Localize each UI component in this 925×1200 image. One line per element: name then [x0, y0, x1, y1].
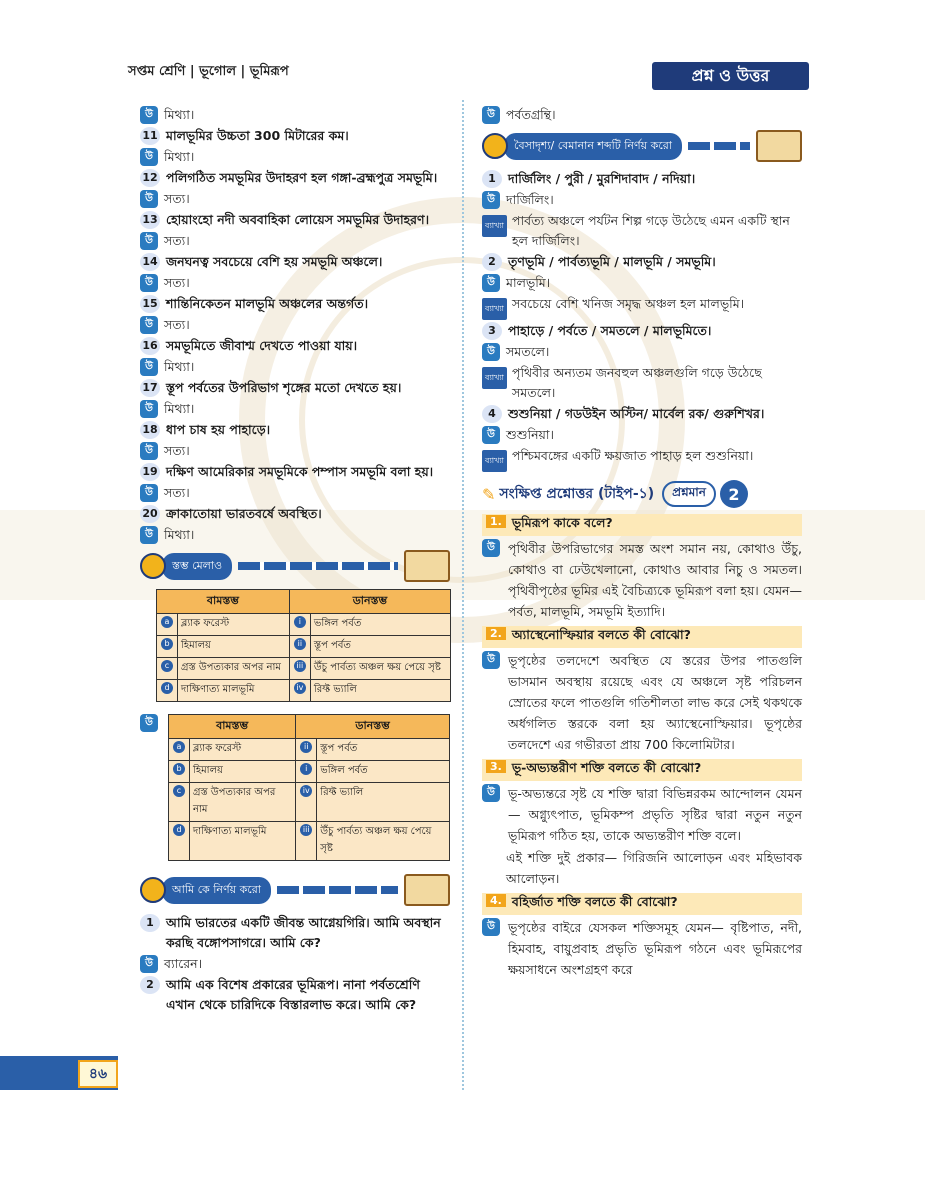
- question-item: [482, 252, 802, 272]
- question-number: 15: [140, 295, 160, 313]
- answer-text: ভূপৃষ্ঠের বাইরে যেসকল শক্তিসমূহ যেমন— বৃষ্টিপাত, নদী, হিমবাহ, বায়ুপ্রবাহ প্রভৃতি ভূমিরূপ গঠনে এবং ভূমিরূপের ক্ষয়সাধনে অংশগ্রহণ করে: [508, 920, 802, 977]
- answer-text: পৃথিবীর উপরিভাগের সমস্ত অংশ সমান নয়, কোথাও উঁচু, কোথাও বা ঢেউখেলানো, কোথাও আবার নিচু ও সমতল। পৃথিবীপৃষ্ঠের ভূমির এই বৈচিত্র্যকে ভূমিরূপ বলা হয়। যেমন— পর্বত, মালভূমি, সমভূমি ইত্যাদি।: [508, 541, 802, 619]
- explanation-item: [482, 211, 802, 251]
- answer-text: ব্যারেন।: [164, 956, 203, 971]
- table-row: [169, 822, 450, 861]
- answer-icon: উ: [482, 651, 500, 669]
- answer-text: সত্য।: [164, 233, 190, 248]
- bulb-icon: [482, 133, 508, 159]
- answer-item: [140, 525, 450, 545]
- marks-value: 2: [720, 480, 748, 508]
- short-qa-heading: [482, 480, 802, 508]
- row-key-cell: [169, 822, 190, 861]
- row-key: b: [173, 763, 185, 775]
- row-key-cell: [289, 614, 310, 636]
- answer-icon: উ: [140, 526, 158, 544]
- question-number: 19: [140, 463, 160, 481]
- question-number: 2: [482, 253, 502, 271]
- question-text: সমভূমিতে জীবাশ্ম দেখতে পাওয়া যায়।: [166, 338, 358, 353]
- answer-item: [140, 315, 450, 335]
- answer-item: [482, 342, 802, 362]
- row-key: c: [173, 785, 185, 797]
- true-false-list: [140, 105, 450, 545]
- answer-icon: উ: [482, 426, 500, 444]
- explanation-text: পার্বত্য অঞ্চলে পর্যটন শিল্প গড়ে উঠেছে এমন একটি স্থান হল দার্জিলিং।: [512, 213, 790, 248]
- breadcrumb: সপ্তম শ্রেণি | ভূগোল | ভূমিরূপ: [128, 64, 289, 79]
- question-number: 1.: [486, 515, 506, 528]
- table-row: [169, 783, 450, 822]
- question-item: [140, 210, 450, 230]
- table-row: [157, 614, 451, 636]
- answer-text: ভূ-অভ্যন্তরে সৃষ্ট যে শক্তি দ্বারা বিভিন্নরকম আন্দোলন যেমন— অগ্ন্যুৎপাত, ভূমিকম্প প্রভৃতি সৃষ্টির দ্বারা নতুন নতুন ভূমিরূপ গঠিত হয়, তাকে অভ্যন্তরীণ শক্তি বলে।: [508, 786, 802, 843]
- row-key: d: [173, 824, 185, 836]
- row-key: a: [173, 741, 185, 753]
- row-key: iv: [294, 682, 306, 694]
- answer-item: [482, 783, 802, 846]
- left-column: [140, 104, 450, 1016]
- question-number: 3: [482, 322, 502, 340]
- answer-icon: উ: [140, 148, 158, 166]
- who-am-i-list: [140, 913, 450, 1015]
- question-text: অ্যাস্থেনোস্ফিয়ার বলতে কী বোঝো?: [511, 627, 691, 642]
- list-item: [482, 105, 802, 125]
- left-cell: ব্ল্যাক ফরেস্ট: [178, 614, 290, 636]
- answer-text: মিথ্যা।: [164, 527, 195, 542]
- banner-bar: [688, 142, 750, 150]
- short-qa-list: [482, 514, 802, 980]
- answer-icon: উ: [140, 442, 158, 460]
- left-column-header: বামস্তম্ভ: [169, 715, 296, 739]
- row-key-cell: [157, 658, 178, 680]
- answer-text: মালভূমি।: [506, 275, 551, 290]
- row-key-cell: [157, 614, 178, 636]
- left-cell: দাক্ষিণাত্য মালভূমি: [178, 680, 290, 702]
- row-key: i: [300, 763, 312, 775]
- explanation-tag: ব্যাখ্যা: [482, 450, 507, 472]
- answer-icon: উ: [140, 106, 158, 124]
- section-badge: প্রশ্ন ও উত্তর: [652, 62, 809, 90]
- question-number: 3.: [486, 760, 506, 773]
- question-item: [482, 169, 802, 189]
- question-number: 18: [140, 421, 160, 439]
- row-key: a: [161, 616, 173, 628]
- question-text: মালভূমির উচ্চতা 300 মিটারের কম।: [166, 128, 349, 143]
- explanation-item: [482, 446, 802, 472]
- answer-item: [140, 441, 450, 461]
- row-key-cell: [296, 822, 317, 861]
- answer-icon: উ: [140, 316, 158, 334]
- odd-banner-label: বৈসাদৃশ্য/ বেমানান শব্দটি নির্ণয় করো: [504, 133, 682, 160]
- answer-item: [482, 650, 802, 755]
- question-text: ক্রাকাতোয়া ভারতবর্ষে অবস্থিত।: [166, 506, 322, 521]
- answer-icon: উ: [140, 400, 158, 418]
- question-text: শুশুনিয়া / গডউইন অস্টিন/ মার্বেল রক/ গুরুশিখর।: [508, 406, 765, 421]
- question-text: শান্তিনিকেতন মালভূমি অঞ্চলের অন্তর্গত।: [166, 296, 369, 311]
- answer-item: [482, 273, 802, 293]
- question-text: দক্ষিণ আমেরিকার সমভূমিকে পম্পাস সমভূমি বলা হয়।: [166, 464, 434, 479]
- answer-icon: উ: [140, 484, 158, 502]
- right-column: [482, 104, 802, 981]
- question-number: 2.: [486, 627, 506, 640]
- left-column-header: বামস্তম্ভ: [157, 590, 290, 614]
- question-text: পাহাড়ে / পর্বতে / সমতলে / মালভূমিতে।: [508, 323, 712, 338]
- left-cell: হিমালয়: [190, 761, 296, 783]
- right-cell: স্তূপ পর্বত: [310, 636, 450, 658]
- book-icon: [404, 550, 450, 582]
- question-item: [140, 126, 450, 146]
- table-row: [169, 761, 450, 783]
- question-item: [140, 975, 450, 1015]
- banner-bar: [238, 562, 398, 570]
- row-key-cell: [289, 680, 310, 702]
- answer-item: [482, 425, 802, 445]
- answer-icon: উ: [482, 784, 500, 802]
- answer-icon: উ: [482, 274, 500, 292]
- answer-text: সত্য।: [164, 317, 190, 332]
- book-icon: [404, 874, 450, 906]
- right-cell: স্তূপ পর্বত: [317, 739, 450, 761]
- row-key-cell: [296, 783, 317, 822]
- row-key: iii: [300, 824, 312, 836]
- table-header-row: [157, 590, 451, 614]
- question-text: আমি ভারতের একটি জীবন্ত আগ্নেয়গিরি। আমি অবস্থান করছি বঙ্গোপসাগরে। আমি কে?: [166, 915, 441, 950]
- question-number: 20: [140, 505, 160, 523]
- table-row: [157, 636, 451, 658]
- answer-text: সমতলে।: [506, 344, 550, 359]
- answer-item: [140, 147, 450, 167]
- answer-icon: উ: [482, 343, 500, 361]
- row-key-cell: [157, 680, 178, 702]
- who-banner: [140, 875, 450, 905]
- answer-item: [482, 917, 802, 980]
- question-item: [140, 336, 450, 356]
- row-key-cell: [169, 761, 190, 783]
- question-item: [482, 514, 802, 536]
- answer-text: সত্য।: [164, 191, 190, 206]
- left-cell: গ্রস্ত উপত্যকার অপর নাম: [178, 658, 290, 680]
- answer-icon: উ: [140, 190, 158, 208]
- marks-label: প্রশ্নমান: [662, 481, 716, 507]
- answer-item: [482, 538, 802, 622]
- answer-text: মিথ্যা।: [164, 107, 195, 122]
- question-number: 4.: [486, 894, 506, 907]
- answer-icon: উ: [140, 274, 158, 292]
- right-cell: রিফ্ট ভ্যালি: [310, 680, 450, 702]
- question-item: [140, 462, 450, 482]
- explanation-item: [482, 363, 802, 403]
- table-row: [157, 680, 451, 702]
- question-number: 16: [140, 337, 160, 355]
- question-text: বহির্জাত শক্তি বলতে কী বোঝো?: [511, 894, 678, 909]
- explanation-text: সবচেয়ে বেশি খনিজ সমৃদ্ধ অঞ্চল হল মালভূমি।: [512, 296, 745, 311]
- odd-one-list: [482, 169, 802, 472]
- right-cell: উঁচু পার্বত্য অঞ্চল ক্ষয় পেয়ে সৃষ্ট: [310, 658, 450, 680]
- question-number: 17: [140, 379, 160, 397]
- question-text: ধাপ চাষ হয় পাহাড়ে।: [166, 422, 271, 437]
- pencil-icon: ✎: [482, 484, 496, 504]
- question-number: 1: [140, 914, 160, 932]
- page-number-tab: [0, 1056, 118, 1090]
- question-text: ভূমিরূপ কাকে বলে?: [511, 515, 613, 530]
- row-key-cell: [289, 658, 310, 680]
- question-item: [140, 168, 450, 188]
- answer-text: শুশুনিয়া।: [506, 427, 555, 442]
- right-cell: ভঙ্গিল পর্বত: [317, 761, 450, 783]
- answer-item: [140, 357, 450, 377]
- question-item: [482, 893, 802, 915]
- column-divider: [462, 100, 464, 1090]
- odd-one-banner: [482, 131, 802, 161]
- answer-item: [140, 189, 450, 209]
- question-number: 14: [140, 253, 160, 271]
- book-icon: [756, 130, 802, 162]
- answer-item: [140, 483, 450, 503]
- answer-icon: উ: [482, 918, 500, 936]
- question-item: [140, 294, 450, 314]
- row-key-cell: [296, 761, 317, 783]
- answer-text: সত্য।: [164, 443, 190, 458]
- question-item: [140, 252, 450, 272]
- answer-text: পর্বতগ্রন্থি।: [506, 107, 556, 122]
- question-text: স্তূপ পর্বতের উপরিভাগ শৃঙ্গের মতো দেখতে হয়।: [166, 380, 402, 395]
- answer-text: মিথ্যা।: [164, 149, 195, 164]
- question-text: আমি এক বিশেষ প্রকারের ভূমিরূপ। নানা পর্বতশ্রেণি এখান থেকে চারিদিকে বিস্তারলাভ করে। আমি কে?: [166, 977, 420, 1012]
- row-key-cell: [296, 739, 317, 761]
- question-item: [482, 404, 802, 424]
- explanation-tag: ব্যাখ্যা: [482, 367, 507, 389]
- row-key: b: [161, 638, 173, 650]
- match-question-table: [156, 589, 451, 702]
- question-text: ভূ-অভ্যন্তরীণ শক্তি বলতে কী বোঝো?: [511, 760, 702, 775]
- explanation-tag: ব্যাখ্যা: [482, 215, 507, 237]
- row-key: iv: [300, 785, 312, 797]
- row-key: d: [161, 682, 173, 694]
- question-item: [140, 420, 450, 440]
- answer-icon: উ: [482, 539, 500, 557]
- left-cell: হিমালয়: [178, 636, 290, 658]
- answer-text-continued: এই শক্তি দুই প্রকার— গিরিজনি আলোড়ন এবং মহিভাবক আলোড়ন।: [506, 850, 802, 886]
- question-text: পলিগঠিত সমভূমির উদাহরণ হল গঙ্গা-ব্রহ্মপুত্র সমভূমি।: [166, 170, 438, 185]
- right-cell: ভঙ্গিল পর্বত: [310, 614, 450, 636]
- explanation-text: পৃথিবীর অন্যতম জনবহুল অঞ্চলগুলি গড়ে উঠেছে সমতলে।: [512, 365, 762, 400]
- match-banner: [140, 551, 450, 581]
- table-row: [157, 658, 451, 680]
- question-number: 12: [140, 169, 160, 187]
- right-column-header: ডানস্তম্ভ: [289, 590, 450, 614]
- right-cell: উঁচু পার্বত্য অঞ্চল ক্ষয় পেয়ে সৃষ্ট: [317, 822, 450, 861]
- banner-bar: [277, 886, 398, 894]
- answer-item: [140, 105, 450, 125]
- row-key: i: [294, 616, 306, 628]
- right-column-header: ডানস্তম্ভ: [296, 715, 450, 739]
- question-text: জনঘনত্ব সবচেয়ে বেশি হয় সমভূমি অঞ্চলে।: [166, 254, 383, 269]
- row-key-cell: [157, 636, 178, 658]
- row-key-cell: [169, 783, 190, 822]
- answer-icon: উ: [482, 191, 500, 209]
- answer-text: মিথ্যা।: [164, 359, 195, 374]
- question-item: [140, 378, 450, 398]
- question-item: [140, 913, 450, 953]
- who-banner-label: আমি কে নির্ণয় করো: [162, 877, 271, 904]
- row-key: c: [161, 660, 173, 672]
- match-answer-table: [168, 714, 450, 861]
- short-qa-title: সংক্ষিপ্ত প্রশ্নোত্তর (টাইপ-১): [499, 486, 655, 502]
- answer-icon: উ: [140, 232, 158, 250]
- left-cell: গ্রস্ত উপত্যকার অপর নাম: [190, 783, 296, 822]
- answer-item: [140, 273, 450, 293]
- question-number: 1: [482, 170, 502, 188]
- match-banner-label: স্তম্ভ মেলাও: [162, 553, 232, 580]
- answer-icon: উ: [140, 358, 158, 376]
- table-row: [169, 739, 450, 761]
- question-number: 2: [140, 976, 160, 994]
- explanation-item: [482, 294, 802, 320]
- question-item: [482, 759, 802, 781]
- answer-text: সত্য।: [164, 275, 190, 290]
- answer-item: [140, 954, 450, 974]
- bulb-icon: [140, 553, 166, 579]
- question-item: [482, 626, 802, 648]
- question-number: 11: [140, 127, 160, 145]
- bulb-icon: [140, 877, 166, 903]
- question-number: 4: [482, 405, 502, 423]
- answer-text: ভূপৃষ্ঠের তলদেশে অবস্থিত যে স্তরের উপর পাতগুলি ভাসমান অবস্থায় রয়েছে এবং যে অঞ্চলে সৃষ্ট পরিচলন স্রোতের ফলে পাতগুলি গতিশীলতা লাভ করে সেই থকথকে অর্ধগলিত স্তরকে বলা হয় অ্যাস্থেনোস্ফিয়ার। ভূপৃষ্ঠের তলদেশে এর গভীরতা প্রায় 700 কিলোমিটার।: [508, 653, 802, 752]
- explanation-text: পশ্চিমবঙ্গের একটি ক্ষয়জাত পাহাড় হল শুশুনিয়া।: [512, 448, 754, 463]
- right-cell: রিফ্ট ভ্যালি: [317, 783, 450, 822]
- answer-icon: উ: [482, 106, 500, 124]
- question-item: [482, 321, 802, 341]
- question-number: 13: [140, 211, 160, 229]
- answer-text: মিথ্যা।: [164, 401, 195, 416]
- page-number: ৪৬: [78, 1060, 118, 1088]
- left-cell: দাক্ষিণাত্য মালভূমি: [190, 822, 296, 861]
- answer-icon: উ: [140, 955, 158, 973]
- row-key: iii: [294, 660, 306, 672]
- row-key-cell: [289, 636, 310, 658]
- answer-text: দার্জিলিং।: [506, 192, 554, 207]
- row-key: ii: [294, 638, 306, 650]
- answer-item: [482, 190, 802, 210]
- question-text: দার্জিলিং / পুরী / মুরশিদাবাদ / নদিয়া।: [508, 171, 696, 186]
- answer-text: সত্য।: [164, 485, 190, 500]
- row-key-cell: [169, 739, 190, 761]
- question-text: তৃণভূমি / পার্বত্যভূমি / মালভূমি / সমভূমি।: [508, 254, 716, 269]
- question-text: হোয়াংহো নদী অববাহিকা লোয়েস সমভূমির উদাহরণ।: [166, 212, 430, 227]
- answer-item: [140, 231, 450, 251]
- table-header-row: [169, 715, 450, 739]
- left-cell: ব্ল্যাক ফরেস্ট: [190, 739, 296, 761]
- answer-item: [140, 399, 450, 419]
- row-key: ii: [300, 741, 312, 753]
- question-item: [140, 504, 450, 524]
- explanation-tag: ব্যাখ্যা: [482, 298, 507, 320]
- answer-icon: উ: [140, 714, 158, 732]
